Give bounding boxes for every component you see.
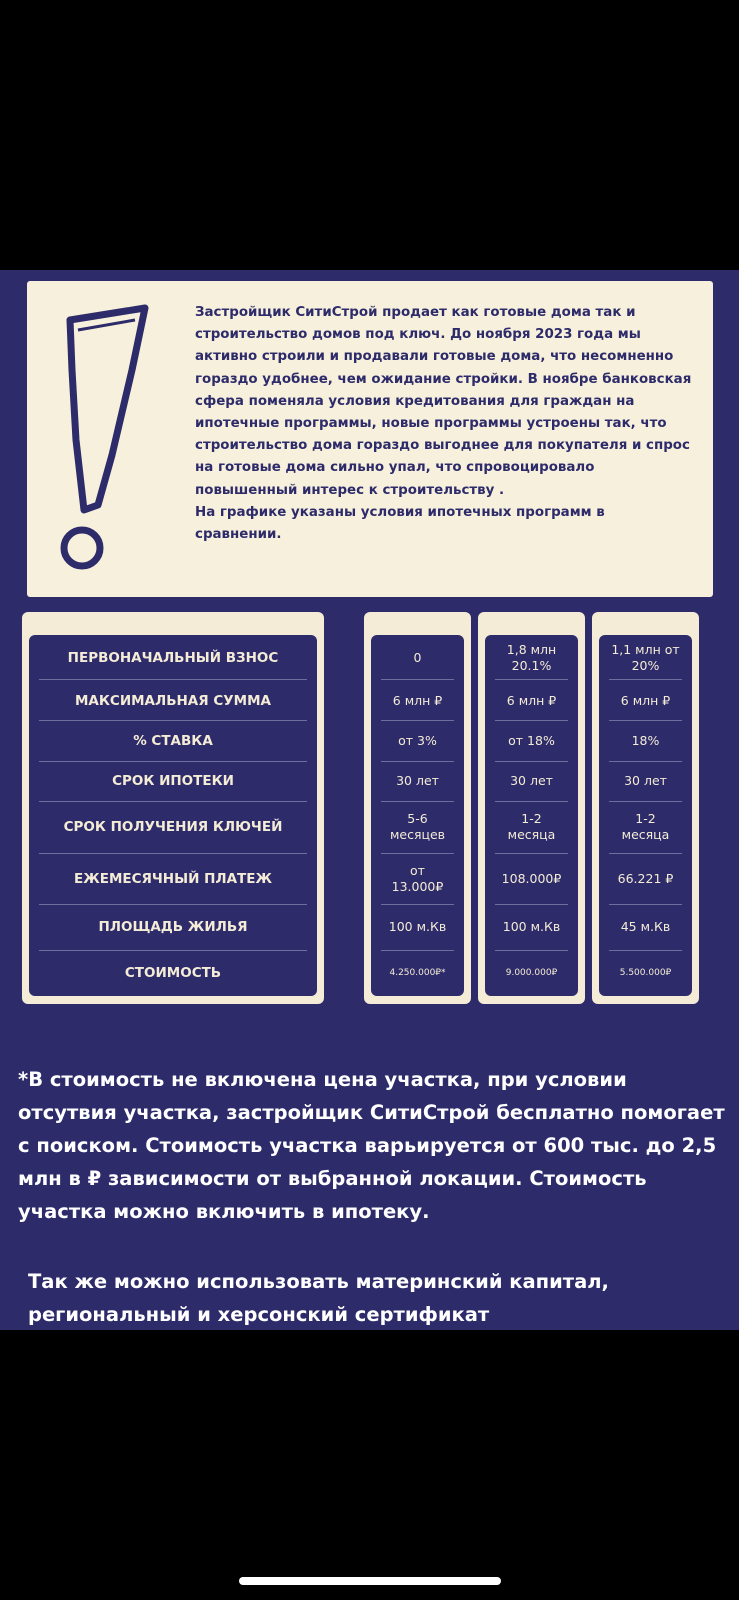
row-divider (495, 801, 568, 802)
row-divider (381, 761, 454, 762)
row-divider (39, 720, 307, 721)
construction-column (364, 612, 471, 1004)
apartment-values (599, 635, 692, 996)
row-divider (381, 853, 454, 854)
ready_house-cell: 9.000.000₽ (505, 968, 558, 978)
conditions-cell: ПЕРВОНАЧАЛЬНЫЙ ВЗНОС (67, 649, 279, 666)
row-divider (39, 904, 307, 905)
apartment-column (592, 612, 699, 1004)
construction-cell: 4.250.000₽* (389, 968, 446, 978)
ready-house-values (485, 635, 578, 996)
apartment-cell: 45 м.Кв (620, 919, 671, 934)
construction-cell: от 13.000₽ (391, 862, 444, 894)
row-divider (495, 720, 568, 721)
conditions-cell: СРОК ИПОТЕКИ (112, 773, 234, 789)
conditions-cell: МАКСИМАЛЬНАЯ СУММА (75, 692, 271, 709)
conditions-column (22, 612, 324, 1004)
footnote (18, 1063, 728, 1228)
row-divider (495, 853, 568, 854)
apartment-cell: 66.221 ₽ (617, 870, 674, 886)
conditions-list (29, 635, 317, 996)
construction-cell: от 3% (398, 733, 437, 748)
ready_house-cell: 1-2 месяца (507, 811, 556, 842)
conditions-cell: ПЛОЩАДЬ ЖИЛЬЯ (98, 919, 248, 935)
ready_house-cell: 108.000₽ (501, 870, 562, 886)
apartment-cell: 30 лет (624, 773, 667, 788)
note-text: Так же можно использовать материнский капитал, региональный и херсонский сертификат (28, 1270, 609, 1326)
exclamation-icon (50, 300, 160, 585)
row-divider (39, 801, 307, 802)
row-divider (609, 904, 682, 905)
row-divider (381, 679, 454, 680)
row-divider (609, 853, 682, 854)
ready_house-cell: 100 м.Кв (502, 919, 561, 934)
ready_house-cell: от 18% (508, 733, 555, 748)
row-divider (609, 679, 682, 680)
row-divider (39, 950, 307, 951)
row-divider (381, 904, 454, 905)
row-divider (609, 950, 682, 951)
footnote-text: *В стоимость не включена цена участка, при условии отсутвия участка, застройщик СитиСтрой бесплатно помогает с поиском. Стоимость участка варьируется от 600 тыс. до 2,5 млн в ₽ зависимости от выбранной локации. Стоимость участка можно включить в ипотеку. (18, 1068, 725, 1223)
conditions-cell: ЕЖЕМЕСЯЧНЫЙ ПЛАТЕЖ (73, 870, 273, 887)
apartment-cell: 5.500.000₽ (619, 968, 672, 978)
row-divider (381, 720, 454, 721)
intro-text (195, 302, 695, 546)
chart-note: На графике указаны условия ипотечных программ в сравнении. (195, 504, 605, 543)
apartment-cell: 6 млн ₽ (620, 692, 671, 708)
construction-cell: 0 (413, 649, 422, 665)
row-divider (609, 720, 682, 721)
row-divider (495, 761, 568, 762)
construction-cell: 30 лет (396, 773, 439, 788)
ready_house-cell: 6 млн ₽ (506, 692, 557, 708)
apartment-cell: 1,1 млн от 20% (611, 641, 680, 673)
row-divider (39, 853, 307, 854)
ready_house-cell: 1,8 млн 20.1% (506, 641, 557, 673)
row-divider (39, 761, 307, 762)
conditions-cell: СРОК ПОЛУЧЕНИЯ КЛЮЧЕЙ (63, 819, 283, 835)
construction-cell: 100 м.Кв (388, 919, 447, 934)
row-divider (609, 801, 682, 802)
row-divider (495, 904, 568, 905)
row-divider (39, 679, 307, 680)
construction-cell: 5-6 месяцев (389, 811, 446, 842)
ready_house-cell: 30 лет (510, 773, 553, 788)
home-indicator[interactable] (239, 1577, 501, 1585)
construction-cell: 6 млн ₽ (392, 692, 443, 708)
intro-paragraph: Застройщик СитиСтрой продает как готовые дома так и строительство домов под ключ. До ноября 2023 года мы активно строили и продавали готовые дома, что несомненно гораздо удобнее, чем ожидание стройки. В ноябре банковская сфера поменяла условия кредитования для граждан на ипотечные программы, новые программы устроены так, что строительство дома гораздо выгоднее для покупателя и спрос на готовые дома сильно упал, что спровоцировало повышенный интерес к строительству . (195, 305, 692, 498)
row-divider (609, 761, 682, 762)
row-divider (495, 950, 568, 951)
conditions-cell: % СТАВКА (133, 733, 213, 749)
conditions-cell: СТОИМОСТЬ (124, 965, 222, 981)
note (28, 1265, 728, 1331)
row-divider (381, 950, 454, 951)
apartment-cell: 18% (631, 733, 660, 748)
apartment-cell: 1-2 месяца (621, 811, 670, 842)
row-divider (495, 679, 568, 680)
construction-values (371, 635, 464, 996)
ready-house-column (478, 612, 585, 1004)
row-divider (381, 801, 454, 802)
